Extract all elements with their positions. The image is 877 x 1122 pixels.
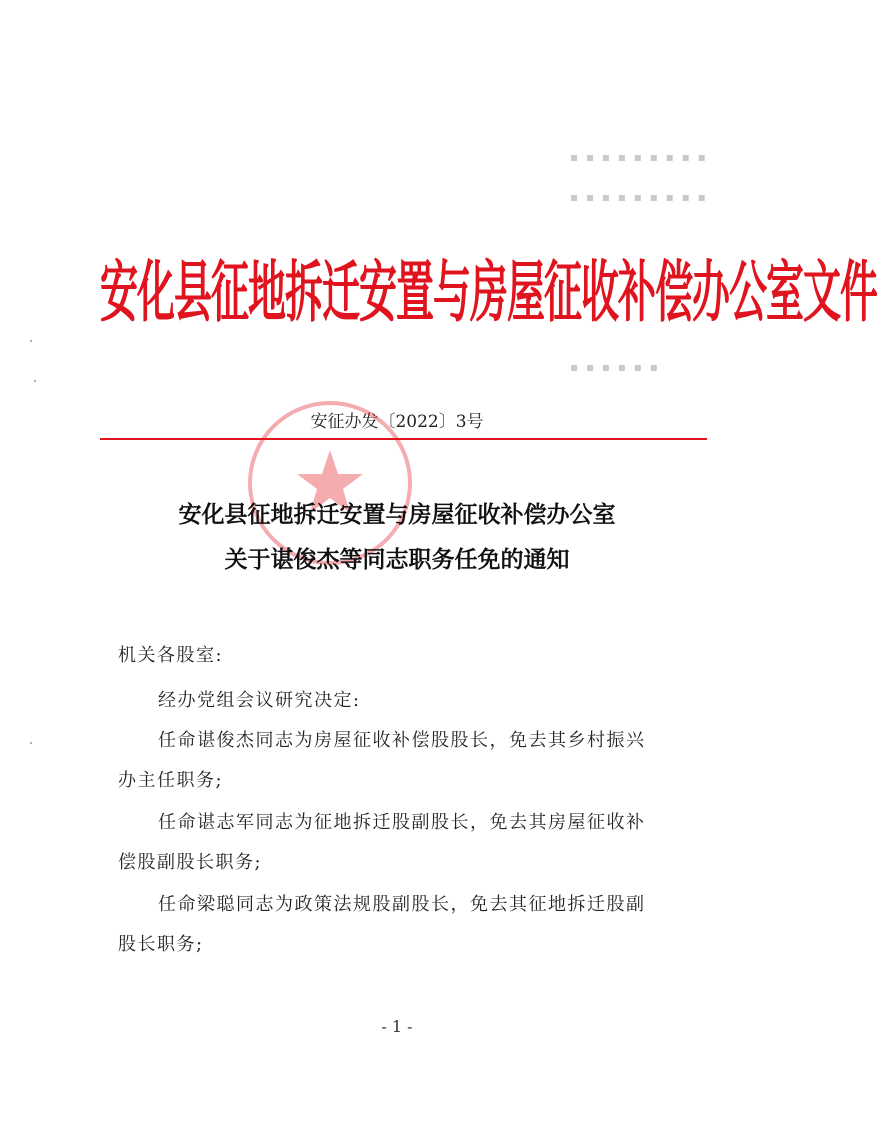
show-through-mark: ▪ ▪ ▪ ▪ ▪ ▪ ▪ ▪ ▪ <box>570 190 708 204</box>
document-number: 安征办发〔2022〕3号 <box>310 412 484 432</box>
show-through-mark: ▪ ▪ ▪ ▪ ▪ ▪ ▪ ▪ ▪ <box>570 150 708 164</box>
office-document-header: 安化县征地拆迁安置与房屋征收补偿办公室文件 <box>100 252 877 331</box>
scan-speck <box>30 340 32 342</box>
paragraph-line: 任命梁聪同志为政策法规股副股长，免去其征地拆迁股副 <box>158 894 646 915</box>
paragraph-line: 股长职务; <box>118 934 204 955</box>
paragraph-line: 任命谌志军同志为征地拆迁股副股长，免去其房屋征收补 <box>158 812 646 833</box>
salutation: 机关各股室: <box>118 645 224 666</box>
paragraph-line: 偿股副股长职务; <box>118 852 263 873</box>
paragraph-line: 办主任职务; <box>118 770 224 791</box>
scan-speck <box>34 380 36 382</box>
notice-title-line-1: 安化县征地拆迁安置与房屋征收补偿办公室 <box>178 501 616 528</box>
paragraph-line: 任命谌俊杰同志为房屋征收补偿股股长，免去其乡村振兴 <box>158 730 646 751</box>
notice-title-line-2: 关于谌俊杰等同志职务任免的通知 <box>224 546 570 573</box>
show-through-mark: ▪ ▪ ▪ ▪ ▪ ▪ <box>570 360 660 374</box>
page-number: - 1 - <box>381 1017 413 1036</box>
scan-speck <box>30 742 32 744</box>
paragraph-line: 经办党组会议研究决定: <box>158 690 361 711</box>
